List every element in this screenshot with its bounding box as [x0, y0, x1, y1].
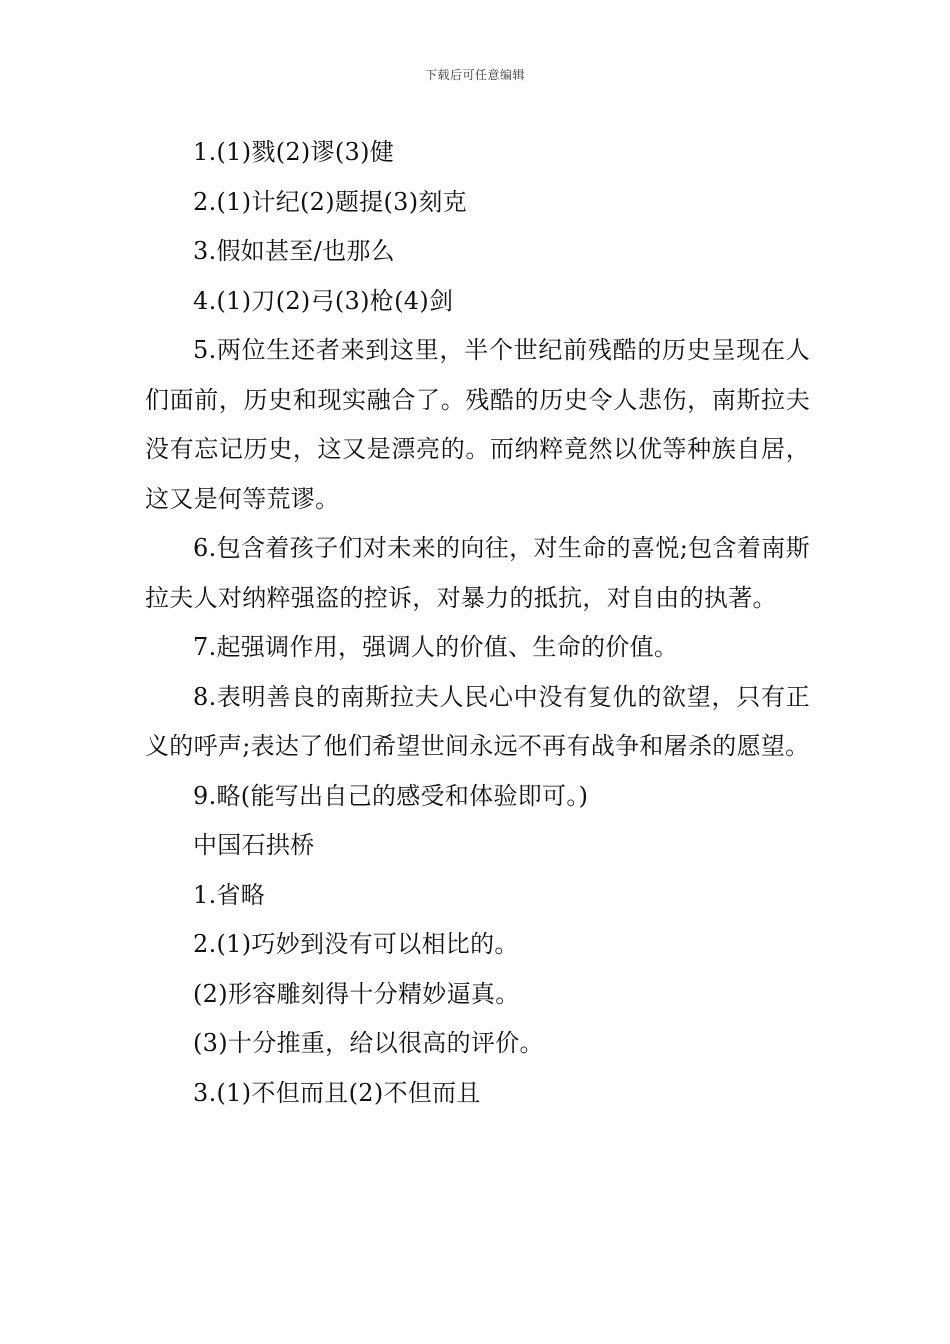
answer-paragraph: 3.(1)不但而且(2)不但而且 — [193, 1078, 481, 1107]
page-header: 下载后可任意编辑 — [424, 68, 525, 82]
document-body — [145, 128, 810, 1118]
answer-paragraph: 2.(1)巧妙到没有可以相比的。 — [193, 930, 519, 958]
answer-paragraph: 7.起强调作用，强调人的价值、生命的价值。 — [193, 633, 679, 661]
answer-paragraph: 4.(1)刀(2)弓(3)枪(4)剑 — [193, 286, 454, 315]
answer-paragraph: 2.(1)计纪(2)题提(3)刻克 — [193, 187, 467, 216]
answer-paragraph: 3.假如甚至/也那么 — [193, 237, 395, 265]
answer-paragraph: (2)形容雕刻得十分精妙逼真。 — [193, 979, 520, 1008]
answer-paragraph: 6.包含着孩子们对未来的向往，对生命的喜悦;包含着南斯拉夫人对纳粹强盗的控诉，对暴力的抵抗，对自由的执著。 — [145, 534, 810, 612]
answer-paragraph: 8.表明善良的南斯拉夫人民心中没有复仇的欲望，只有正义的呼声;表达了他们希望世间永远不再有战争和屠杀的愿望。 — [145, 682, 810, 760]
answer-paragraph: 9.略(能写出自己的感受和体验即可。) — [193, 781, 589, 810]
section-heading: 中国石拱桥 — [193, 831, 315, 859]
answer-paragraph: 5.两位生还者来到这里，半个世纪前残酷的历史呈现在人们面前，历史和现实融合了。残酷的历史令人悲伤，南斯拉夫没有忘记历史，这又是漂亮的。而纳粹竟然以优等种族自居，这又是何等荒谬。 — [145, 336, 810, 513]
answer-paragraph: (3)十分推重，给以很高的评价。 — [193, 1029, 544, 1057]
answer-paragraph: 1.(1)戮(2)谬(3)健 — [193, 138, 395, 166]
answer-paragraph: 1.省略 — [193, 880, 266, 909]
